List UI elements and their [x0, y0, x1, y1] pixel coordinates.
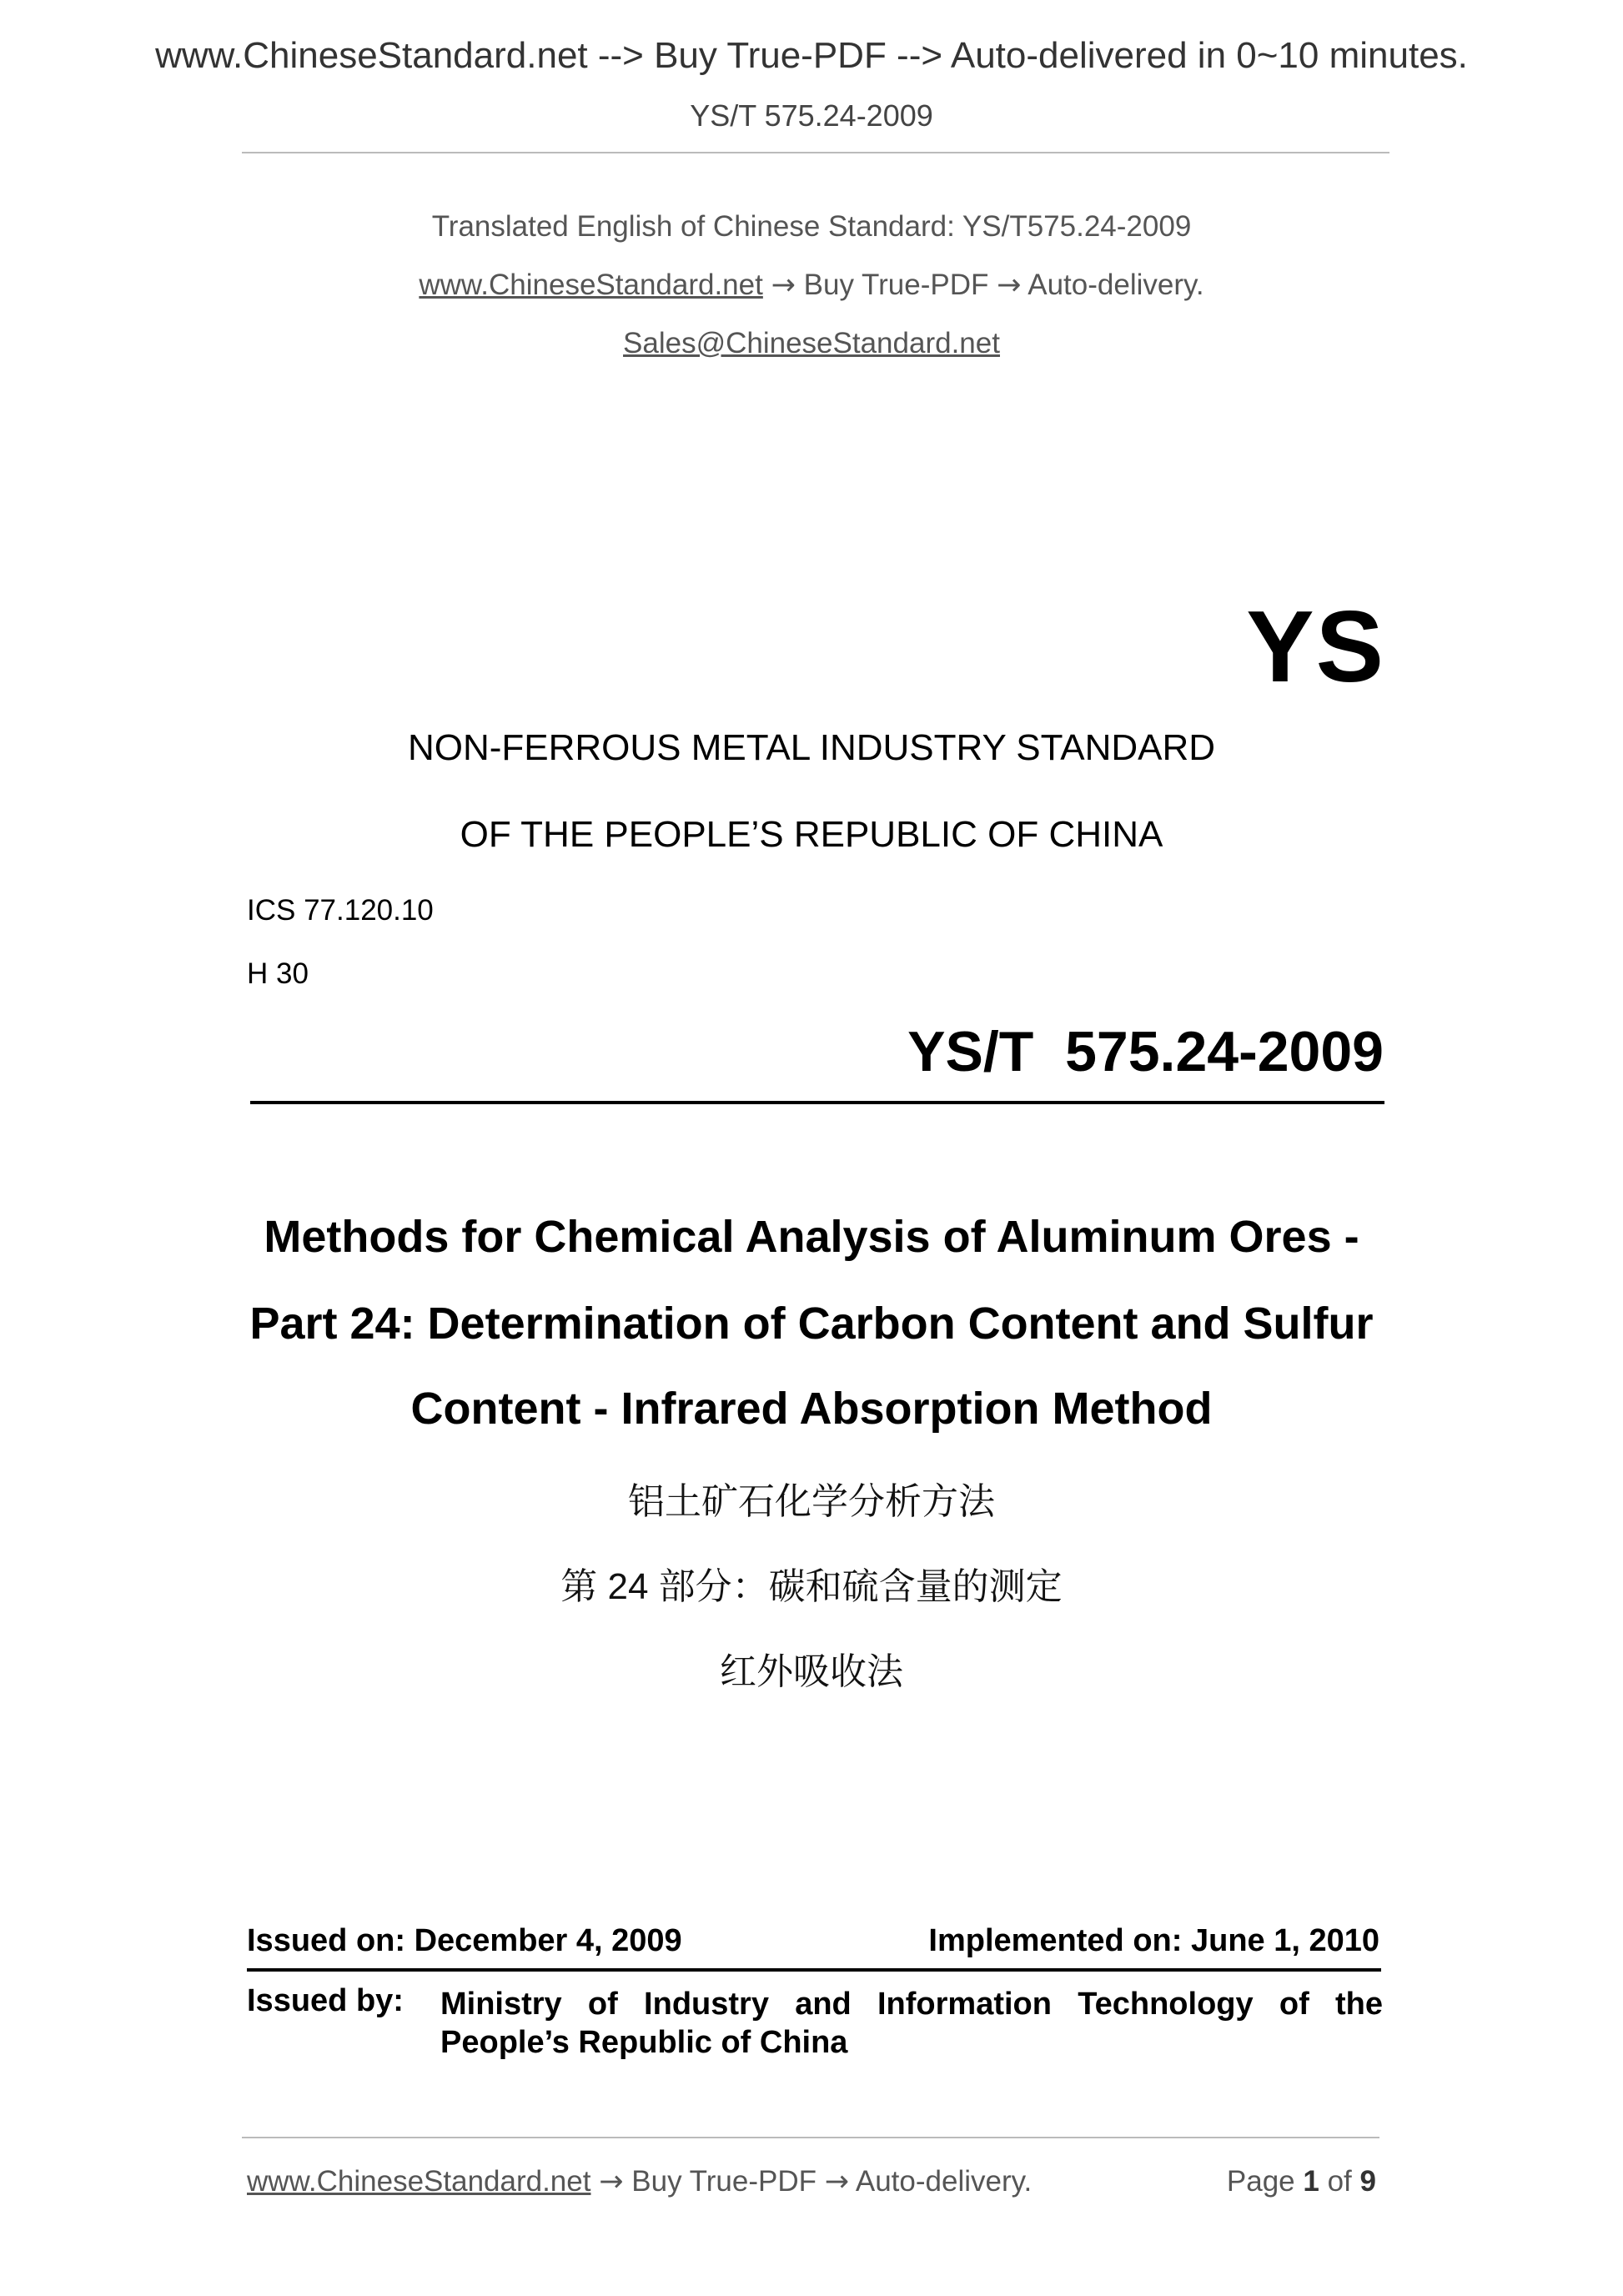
- footer-site-link[interactable]: www.ChineseStandard.net: [247, 2165, 591, 2198]
- title-cn-line3: 红外吸收法: [720, 1651, 903, 1692]
- page-label: Page: [1226, 2165, 1295, 2198]
- ys-logo: YS: [1246, 590, 1385, 703]
- org-name-line1: NON-FERROUS METAL INDUSTRY STANDARD: [407, 727, 1216, 768]
- title-cn-line1: 铝土矿石化学分析方法: [628, 1481, 995, 1522]
- issued-on-date: Issued on: December 4, 2009: [247, 1923, 682, 1958]
- arrow-right-icon: →: [824, 2165, 850, 2198]
- standard-divider: [250, 1101, 1384, 1104]
- top-banner: www.ChineseStandard.net --> Buy True-PDF --> Auto-delivered in 0~10 minutes.: [155, 35, 1468, 76]
- translated-notice: Translated English of Chinese Standard: YS/T575.24-2009: [431, 210, 1192, 243]
- footer-buy-text: Buy True-PDF: [631, 2165, 817, 2198]
- page-indicator: [1227, 2165, 1376, 2198]
- site-link[interactable]: www.ChineseStandard.net: [419, 269, 763, 301]
- title-en-line2: Part 24: Determination of Carbon Content and Sulfur: [249, 1299, 1374, 1349]
- arrow-right-icon: →: [997, 269, 1022, 302]
- footer-divider: [242, 2137, 1379, 2138]
- page-of: of: [1327, 2165, 1352, 2198]
- footer-links: [247, 2165, 1032, 2198]
- buy-pdf-text: Buy True-PDF: [803, 269, 989, 301]
- issuer-line2: People’s Republic of China: [440, 2025, 848, 2060]
- sales-email-link[interactable]: Sales@ChineseStandard.net: [623, 327, 1000, 359]
- sales-line: [0, 327, 1623, 360]
- implemented-on-date: Implemented on: June 1, 2010: [928, 1923, 1379, 1958]
- auto-delivery-text: Auto-delivery.: [1028, 269, 1204, 301]
- title-en-line3: Content - Infrared Absorption Method: [410, 1384, 1213, 1434]
- standard-number: YS/T 575.24-2009: [907, 1020, 1384, 1083]
- title-en-line1: Methods for Chemical Analysis of Aluminum Ores -: [264, 1212, 1359, 1262]
- title-cn-line2: 第 24 部分：碳和硫含量的测定: [560, 1566, 1063, 1607]
- page-current: 1: [1303, 2165, 1319, 2198]
- org-name-line2: OF THE PEOPLE’S REPUBLIC OF CHINA: [460, 814, 1163, 855]
- ccs-code: H 30: [247, 957, 309, 990]
- issuer-line1: Ministry of Industry and Information Technology of the: [440, 1987, 1383, 2022]
- arrow-right-icon: →: [599, 2165, 624, 2198]
- issued-by-label: Issued by:: [247, 1983, 404, 2018]
- header-divider: [242, 152, 1389, 153]
- arrow-right-icon: →: [771, 269, 796, 302]
- footer-delivery-text: Auto-delivery.: [855, 2165, 1033, 2198]
- ics-code: ICS 77.120.10: [247, 894, 434, 927]
- page-total: 9: [1359, 2165, 1376, 2198]
- issue-divider: [247, 1968, 1381, 1972]
- intro-site-line: [0, 269, 1623, 302]
- header-doc-code: YS/T 575.24-2009: [690, 98, 933, 133]
